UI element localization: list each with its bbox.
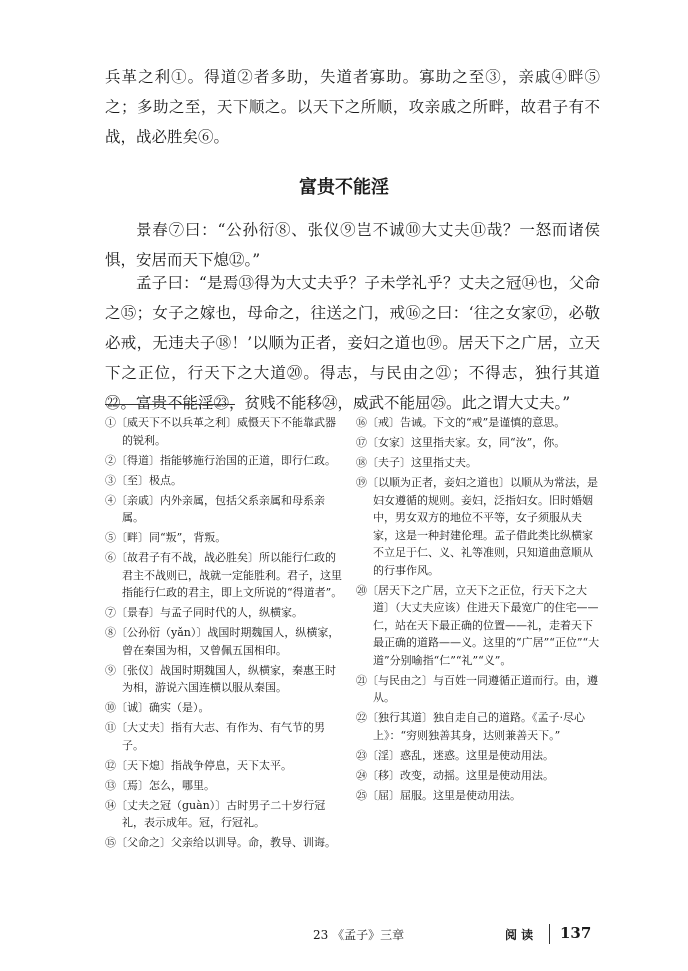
footnote: ①〔威天下不以兵革之利〕威慑天下不能靠武器的锐利。 bbox=[105, 416, 336, 447]
footnote: ㉕〔屈〕屈服。这里是使动用法。 bbox=[356, 788, 521, 802]
footnote: ㉔〔移〕改变，动摇。这里是使动用法。 bbox=[356, 768, 554, 782]
footnote: ⑪〔大丈夫〕指有大志、有作为、有气节的男子。 bbox=[105, 721, 325, 752]
section-label: 阅 读 bbox=[505, 928, 534, 942]
footnote: ⑳〔居天下之广居，立天下之正位，行天下之大道〕（大丈夫应该）住进天下最宽广的住宅——仁，站在天下最正确的位置——礼，走着天下最正确的道路——义。这里的“广居”“正位”“大道”分别喻指“仁”“礼”“义”。 bbox=[356, 583, 600, 667]
footnote: ⑤〔畔〕同“叛”，背叛。 bbox=[105, 531, 227, 544]
footnotes-left-column bbox=[105, 414, 345, 854]
footnote: ⑨〔张仪〕战国时期魏国人，纵横家，秦惠王时为相，游说六国连横以服从秦国。 bbox=[105, 663, 336, 694]
footnote: ⑰〔女家〕这里指夫家。女，同“汝”，你。 bbox=[356, 436, 566, 449]
footnote: ④〔亲戚〕内外亲属，包括父系亲属和母系亲属。 bbox=[105, 493, 325, 524]
page-footer bbox=[0, 926, 688, 946]
footer-divider bbox=[549, 924, 550, 944]
footnote-divider bbox=[105, 404, 235, 405]
footnote: ⑧〔公孙衍（yǎn）〕战国时期魏国人，纵横家，曾在秦国为相，又曾佩五国相印。 bbox=[105, 626, 340, 657]
footnote: ②〔得道〕指能够施行治国的正道，即行仁政。 bbox=[105, 453, 336, 467]
chapter-label: 23 《孟子》三章 bbox=[313, 928, 405, 942]
footnote: ㉑〔与民由之〕与百姓一同遵循正道而行。由，遵从。 bbox=[356, 673, 598, 704]
footnote: ③〔至〕极点。 bbox=[105, 473, 182, 487]
paragraph-3: 孟子曰：“是焉⑬得为大丈夫乎？子未学礼乎？丈夫之冠⑭也，父命之⑮；女子之嫁也，母命之，往送之门，戒⑯之曰：‘往之女家⑰，必敬必戒，无违夫子⑱！’以顺为正者，妾妇之道也⑲。居天下之广居，立天下之正位，行天下之大道⑳。得志，与民由之㉑；不得志，独行其道㉒。富贵不能淫㉓，贫贱不能移㉔，威武不能屈㉕。此之谓大丈夫。” bbox=[105, 274, 600, 412]
footnote: ⑮〔父命之〕父亲给以训导。命，教导、训诲。 bbox=[105, 836, 336, 849]
footnote: ⑦〔景春〕与孟子同时代的人，纵横家。 bbox=[105, 606, 303, 619]
paragraph-1: 兵革之利①。得道②者多助，失道者寡助。寡助之至③，亲戚④畔⑤之；多助之至，天下顺之。以天下之所顺，攻亲戚之所畔，故君子有不战，战必胜矣⑥。 bbox=[105, 68, 600, 146]
footnote: ⑱〔夫子〕这里指丈夫。 bbox=[356, 456, 477, 469]
footnote: ㉓〔淫〕惑乱，迷惑。这里是使动用法。 bbox=[356, 748, 554, 762]
section-title: 富贵不能淫 bbox=[299, 177, 389, 198]
footnote: ⑭〔丈夫之冠（guàn）〕古时男子二十岁行冠礼，表示成年。冠，行冠礼。 bbox=[105, 798, 326, 829]
footnotes-right-column bbox=[356, 414, 601, 807]
footnote: ⑥〔故君子有不战，战必胜矣〕所以能行仁政的君主不战则已，战就一定能胜利。君子，这里指能行仁政的君主，即上文所说的“得道者”。 bbox=[105, 551, 343, 599]
footnote: ⑩〔诚〕确实（是）。 bbox=[105, 701, 210, 714]
footnote: ⑫〔天下熄〕指战争停息，天下太平。 bbox=[105, 758, 292, 772]
footnote: ⑯〔戒〕告诫。下文的“戒”是谨慎的意思。 bbox=[356, 416, 566, 429]
footnote: ⑲〔以顺为正者，妾妇之道也〕以顺从为常法，是妇女遵循的规则。妾妇，泛指妇女。旧时婚姻中，男女双方的地位不平等，女子须服从夫家，这是一种封建伦理。孟子借此类比纵横家不立足于仁、义、礼等准则，只知道曲意顺从的行事作风。 bbox=[356, 476, 598, 577]
paragraph-2: 景春⑦曰：“公孙衍⑧、张仪⑨岂不诚⑩大丈夫⑪哉？一怒而诸侯惧，安居而天下熄⑫。” bbox=[105, 221, 600, 269]
footnote: ㉒〔独行其道〕独自走自己的道路。《孟子·尽心上》：“穷则独善其身，达则兼善天下。” bbox=[356, 711, 585, 742]
page-number: 137 bbox=[560, 924, 592, 942]
footnote: ⑬〔焉〕怎么，哪里。 bbox=[105, 778, 215, 792]
